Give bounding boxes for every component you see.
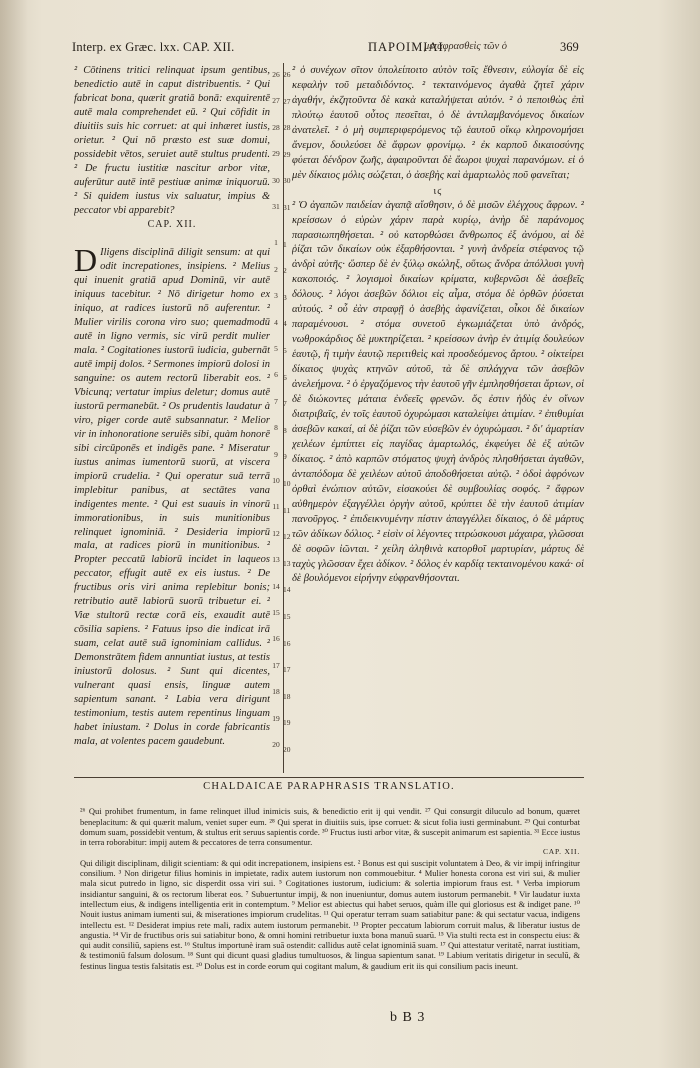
verse-number: 5 — [283, 346, 287, 355]
verse-number: 28 — [272, 123, 280, 132]
verse-number: 17 — [283, 665, 291, 674]
verse-number: 19 — [283, 718, 291, 727]
verse-number: 18 — [283, 692, 291, 701]
verse-number: 12 — [272, 529, 280, 538]
greek-chapter-text: ² Ὁ ἀγαπῶν παιδείαν ἀγαπᾷ αἴσθησιν, ὁ δὲ μισῶν ἐλέγχους ἄφρων. ² κρείσσων ὁ εὑρὼν χάριν παρὰ κυρίῳ, ἀνὴρ δὲ παράνομος παρασιωπηθήσεται. ² οὐ κατορθώσει ἄνθρωπος ἐξ ἀνόμου, αἱ δὲ ῥίζαι τῶν δικαίων οὐκ ἐξαρθήσονται. ² γυνὴ ἀνδρεία στέφανος τῷ ἀνδρὶ αὐτῆς· ὥσπερ δὲ ἐν ξύλῳ σκώληξ, οὕτως ἄνδρα ἀπόλλυσι γυνὴ κακοποιός. ² λογισμοὶ δικαίων κρίματα, κυβερνῶσι δὲ ἀσεβεῖς δόλους. ² λόγοι ἀσεβῶν δόλιοι εἰς αἷμα, στόμα δὲ ὀρθῶν ῥύσεται αὐτούς. ² οὗ ἐὰν στραφῇ ὁ ἀσεβὴς ἀφανίζεται, οἶκοι δὲ δικαίων παραμένουσι. ² στόμα συνετοῦ ἐγκωμιάζεται ὑπὸ ἀνδρός, νωθροκάρδιος δὲ μυκτηρίζεται. ² κρείσσων ἀνὴρ ἐν ἀτιμίᾳ δουλεύων ἑαυτῷ, ἢ τιμὴν ἑαυτῷ περιτιθεὶς καὶ προσδεόμενος ἄρτου. ² οἰκτείρει δίκαιος ψυχὰς κτηνῶν αὐτοῦ, τὰ δὲ σπλάγχνα τῶν ἀσεβῶν ἀνελεήμονα. ² ὁ ἐργαζόμενος τὴν ἑαυτοῦ γῆν ἐμπλησθήσεται ἄρτων, οἱ δὲ διώκοντες μάταια ἐνδεεῖς φρενῶν. ὅς ἐστιν ἡδὺς ἐν οἴνων διατριβαῖς, ἐν τοῖς ἑαυτοῦ ὀχυρώμασι καταλείψει ἀτιμίαν. ² ἐπιθυμίαι ἀσεβῶν κακαί, αἱ δὲ ῥίζαι τῶν εὐσεβῶν ἐν ὀχυρώμασι. ² δι' ἁμαρτίαν χειλέων ἐμπίπτει εἰς παγίδας ἁμαρτωλός, ἐκφεύγει δὲ ἐξ αὐτῶν δίκαιος. ² ἀπὸ καρπῶν στόματος ψυχὴ ἀνδρὸς πλησθήσεται ἀγαθῶν, ἀνταπόδομα δὲ χειλέων αὐτοῦ ἀποδοθήσεται αὐτῷ. ² ὁδοὶ ἀφρόνων ὀρθαὶ ἐνώπιον αὐτῶν, εἰσακούει δὲ συμβουλίας σοφός. ² ἄφρων αὐθημερὸν ἐξαγγέλλει ὀργὴν αὐτοῦ, κρύπτει δὲ τὴν ἑαυτοῦ ἀτιμίαν πανοῦργος. ² ἐπιδεικνυμένην πίστιν ἀπαγγέλλει δίκαιος, ὁ δὲ μάρτυς τῶν ἀδίκων δόλιος. ² εἰσὶν οἱ λέγοντες τιτρώσκουσι μάχαιρα, γλῶσσαι δὲ σοφῶν ἰῶνται. ² χείλη ἀληθινὰ κατορθοῖ μαρτυρίαν, μάρτυς δὲ ταχὺς γλῶσσαν ἔχει ἀδίκον. ² δόλος ἐν καρδίᾳ τεκταινομένου κακά· οἱ δὲ βουλόμενοι εἰρήνην εὐφρανθήσονται. — [292, 199, 584, 585]
verse-number: 29 — [283, 150, 291, 159]
verse-number: 14 — [272, 582, 280, 591]
latin-chapter-heading: CAP. XII. — [147, 219, 197, 231]
verse-number: 13 — [272, 555, 280, 564]
verse-number: 10 — [283, 479, 291, 488]
latin-chapter-text: Iligens disciplinā diligit sensum: at qui odit increpationes, insipiens. ² Melius qui inuenit gratiā apud Dominū, vir autē iniquus tacebitur. ² Nō dirigetur homo ex iniquo, at radices iustorū nō auferentur. ² Mulier virilis corona viro suo; quemadmodū autē in ligno vermis, sic virū perdit mulier mala. ² Cogitationes iustorū iudicia, gubernāt autē impij dolos. ² Sermones impiorū dolosi in sanguine: os autem rectorū liberabit eos. ² Vbicunq; vertatur impius deletur; domus autē iustorū permanebūt. ² Os prudentis laudatur à viro, piger corde autē subsannatur. ² Melior vir in inhonoratione seruiēs sibi, quàm honorē sibi circūponēs et indigēs pane. ² Miseratur iustus animas iumentorū suorū, at viscera impiorū crudelia. ² Qui operatur suā terrā implebitur panibus, at sectātes vana indigentes mente. ² Qui est suauis in vinorū immorationibus, in suis munitionibus relinquet ignominiā. ² Desideria impiorū mala, at radices piorū in munitionibus. ² Propter peccatū labiorū incidet in laqueos peccator, effugit autē ex eis iustus. ² De fructibus oris viri anima replebitur bonis; retributio autē labiorū suorū tribuetur ei. ² Viæ stultorū rectæ corā eis, exaudit autē cōsilia sapiens. ² Fatuus ipso die indicat irā suam, celat autē suā ignominiam callidus. ² Demonstrātem fidem annuntiat iustus, at testis iniustorū dolosus. ² Sunt qui dicentes, vulnerant quasi ensis, linguæ autem sapientum sanant. ² Labia vera dirigunt testimonium, testis autem repentinus linguam habet iniustam. ² Dolus in corde fabricantis mala, at volentes pacem gaudebunt. — [74, 247, 270, 747]
verse-number: 7 — [274, 397, 278, 406]
verse-number: 14 — [283, 585, 291, 594]
verse-number: 1 — [274, 238, 278, 247]
verse-number: 7 — [283, 399, 287, 408]
verse-number: 27 — [272, 96, 280, 105]
chaldaic-text-top: ²⁶ Qui prohibet frumentum, in fame relinquet illud inimicis suis, & benedictio erit ij qui vendit. ²⁷ Qui consurgit diluculo ad bonum, quæret beneplacitum: & qui quærit malum, veniet super eum. ²⁸ Qui sperat in diuitiis suis, ipse corruet: & sicut folia iusti germinabunt. ²⁹ Qui conturbat domum suam, possidebit ventum, & stultus erit seruus sapientis corde. ³⁰ Fructus iusti arbor vitæ, & suscepit animarum est sapientia. ³¹ Ecce iustus in terra roborabitur: impij autem & peccatores de terra consumentur. — [80, 806, 580, 848]
verse-number: 30 — [283, 176, 291, 185]
verse-number: 28 — [283, 123, 291, 132]
verse-number: 29 — [272, 149, 280, 158]
verse-number: 8 — [283, 426, 287, 435]
running-header — [72, 40, 592, 58]
verse-number: 6 — [283, 373, 287, 382]
verse-number: 3 — [274, 291, 278, 300]
verse-number: 31 — [272, 202, 280, 211]
verse-number: 12 — [283, 532, 291, 541]
chaldaic-chapter-text: Qui diligit disciplinam, diligit scientiam: & qui odit increpationem, insipiens est. ² Bonus est qui suscipit voluntatem à Deo, & vir impij infringitur consilium. ³ Non dirigetur filius hominis in impietate, radix autem iustorum non commouebitur. ⁴ Mulier honesta corona est viri sui, & mulier mala sicut putredo in ligno, sic disperdit ossa viri sui. ⁵ Cogitationes iustorum, iudicium: & solertia impiorum fraus est. ⁶ Verba impiorum insidiantur sanguini, & os rectorum liberat eos. ⁷ Subuertuntur impij, & non inueniuntur, domus autem iustorum permanebit. ⁸ Vir laudatur iuxta intellectum eius, & indigens intelligentia erit in contemptum. ⁹ Melior est abiectus qui habet seruos, quàm ille qui gloriosus est & indiget pane. ¹⁰ Nouit iustus animam iumenti sui, & miserationes impiorum crudelitas. ¹¹ Qui operatur terram suam satiabitur pane: & qui sectatur vacua, indigens intellectu est. ¹² Desiderat impius rete mali, radix autem iustorum permanebit. ¹³ Propter peccatum labiorum corruit malus, & liberatur iustus de angustia. ¹⁴ Vir de fructibus oris sui satiabitur bono, & omni homini retribuetur iuxta bona manuū suarū. ¹⁵ Via stulti recta est in conspectu eius: & qui audit consiliū, sapiens est. ¹⁶ Stultus importunè iram suā ostendit: callidus autē celat ignominiā suam. ¹⁷ Qui attestatur veritatē, narrat iustitiam, & testimoniū falsum dolosum. ¹⁸ Sunt qui dicunt quasi gladius tumultuosos, & lingua sapientum sanat. ¹⁹ Labium veritatis dirigetur in seculū, & festinus lingua testis falsitatis est. ²⁰ Dolus est in corde eorum qui cogitant malum, & gaudium erit iis qui consilium pacis ineunt. — [80, 857, 580, 971]
page-gutter-shadow — [0, 0, 28, 1068]
handwritten-annotation: μεταφρασθεὶς τῶν ὁ — [424, 41, 508, 52]
verse-number: 9 — [283, 452, 287, 461]
section-rule — [74, 777, 584, 778]
verse-number: 27 — [283, 97, 291, 106]
header-left-title: Interp. ex Græc. lxx. CAP. XII. — [72, 40, 235, 54]
verse-number: 2 — [274, 265, 278, 274]
verse-number: 17 — [272, 661, 280, 670]
verse-number: 30 — [272, 176, 280, 185]
latin-text-top: ² Cōtinens tritici relinquat ipsum gentibus, benedictio autē in caput distribuentis. ² Qui fabricat bona, quærit gratiā bonā: exquirentē autē mala comprehendet eū. ² Qui cōfidit in diuitiis suis hic corruet: at qui inhæret iustis, orietur. ² Qui nō præsto est suæ domui, possidebit vētos, seruiet autē stultus prudenti. ² De fructu iustitiæ nascitur arbor vitæ, auferūtur autē intē pestiuæ animæ iniquoruū. ² Si quidem iustus vix saluatur, impius & peccator vbi apparebit? — [74, 65, 270, 216]
verse-number: 20 — [283, 745, 291, 754]
verse-number: 6 — [274, 370, 278, 379]
verse-number: 19 — [272, 714, 280, 723]
verse-number: 26 — [272, 70, 280, 79]
verse-number: 10 — [272, 476, 280, 485]
verse-number: 9 — [274, 450, 278, 459]
greek-column — [292, 64, 584, 774]
verse-number: 1 — [283, 240, 287, 249]
verse-number: 31 — [283, 203, 291, 212]
chaldaic-chapter-marker: CAP. XII. — [543, 847, 580, 857]
verse-number: 16 — [272, 634, 280, 643]
verse-number: 11 — [283, 506, 291, 515]
verse-number: 3 — [283, 293, 287, 302]
verse-number: 16 — [283, 639, 291, 648]
greek-text-top: ² ὁ συνέχων σῖτον ὑπολείποιτο αὐτὸν τοῖς ἔθνεσιν, εὐλογία δὲ εἰς κεφαλὴν τοῦ μεταδιδόντος. ² τεκταινόμενος ἀγαθὰ ζητεῖ χάριν ἀγαθήν, ἐκζητοῦντα δὲ κακὰ καταλήψεται αὐτόν. ² ὁ πεποιθὼς ἐπὶ πλούτῳ ἑαυτοῦ οὗτος πεσεῖται, ὁ δὲ ἀντιλαμβανόμενος δικαίων ἀνατελεῖ. ² ὁ μὴ συμπεριφερόμενος τῷ ἑαυτοῦ οἴκῳ κληρονομήσει ἄνεμον, δουλεύσει δὲ ἄφρων φρονίμῳ. ² ἐκ καρποῦ δικαιοσύνης φύεται δένδρον ζωῆς, ἀφαιροῦνται δὲ ἄωροι ψυχαὶ παρανόμων. εἰ ὁ μὲν δίκαιος μόλις σώζεται, ὁ ἀσεβὴς καὶ ἁμαρτωλὸς ποῦ φανεῖται; — [292, 65, 584, 181]
verse-number: 20 — [272, 740, 280, 749]
verse-number: 8 — [274, 423, 278, 432]
chaldaic-title: CHALDAICAE PARAPHRASIS TRANSLATIO. — [203, 781, 455, 792]
verse-number: 2 — [283, 266, 287, 275]
verse-number: 15 — [283, 612, 291, 621]
header-greek-title: ΠΑΡΟΙΜΙΑΙ. — [368, 40, 448, 54]
verse-number: 13 — [283, 559, 291, 568]
verse-number: 15 — [272, 608, 280, 617]
verse-number: 26 — [283, 70, 291, 79]
greek-chapter-marker: ιϛ — [433, 185, 443, 197]
page-number: 369 — [560, 40, 579, 54]
signature-mark: b B 3 — [390, 1010, 426, 1025]
verse-number: 4 — [274, 318, 278, 327]
drop-cap: D — [74, 242, 98, 279]
verse-number: 5 — [274, 344, 278, 353]
verse-number: 4 — [283, 319, 287, 328]
latin-chapter-body — [74, 232, 270, 748]
latin-column — [74, 64, 270, 771]
verse-number: 18 — [272, 687, 280, 696]
chaldaic-paraphrase — [80, 796, 580, 971]
verse-number: 11 — [272, 502, 280, 511]
